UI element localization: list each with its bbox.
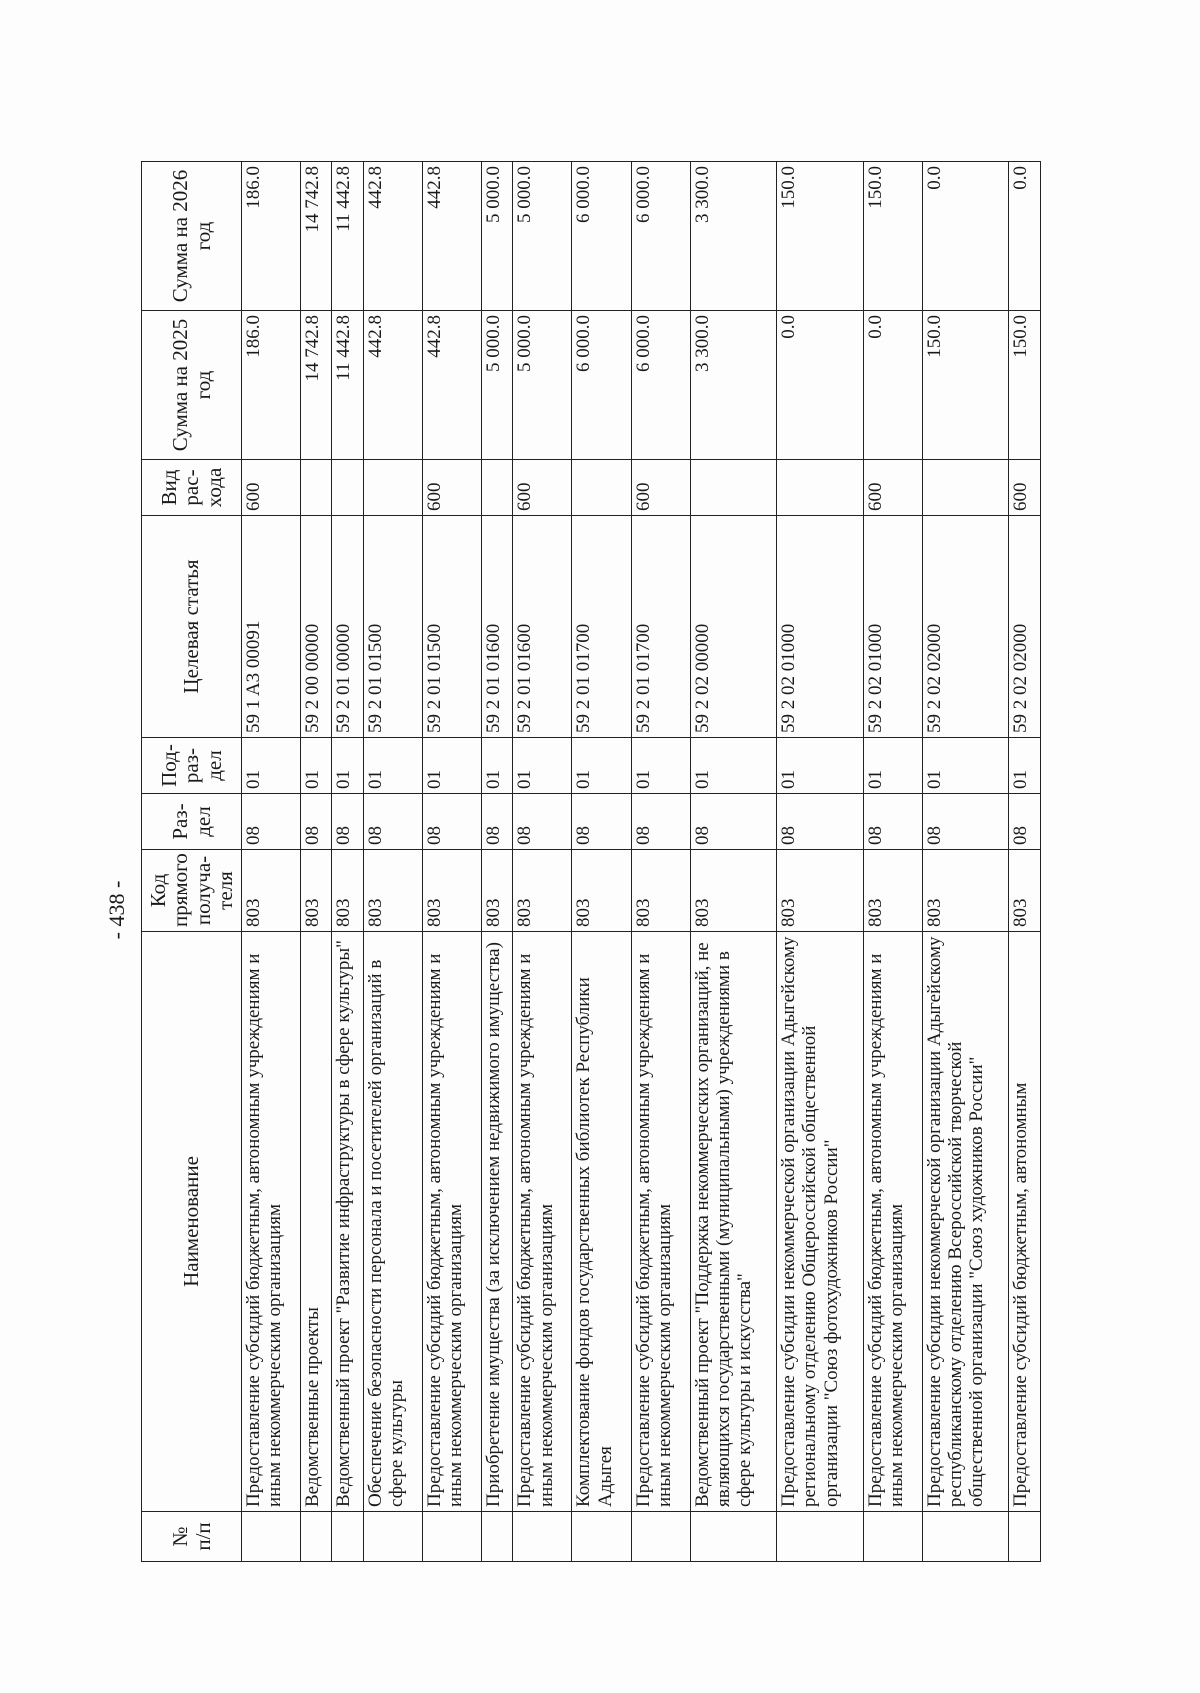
cell-name: Предоставление субсидии некоммерческой организации Адыгейскому региональному отделению Общероссийской общественной организации "Союз фотохудожников России"	[777, 932, 864, 1512]
cell-kod: 803	[332, 850, 363, 932]
cell-sum2026: 14 742.8	[301, 162, 332, 311]
cell-name: Ведомственный проект "Поддержка некоммерческих организаций, не являющихся государственными (муниципальными) учреждениями в сфере культуры и искусства"	[690, 932, 777, 1512]
cell-name: Предоставление субсидий бюджетным, автономным учреждениям и иным некоммерческим организациям	[863, 932, 922, 1512]
cell-sum2025: 442.8	[363, 311, 422, 460]
cell-celevaya: 59 2 02 01000	[863, 516, 922, 738]
cell-podrazdel: 01	[242, 738, 301, 794]
cell-podrazdel: 01	[1009, 738, 1041, 794]
cell-kod: 803	[777, 850, 864, 932]
cell-kod: 803	[1009, 850, 1041, 932]
cell-no	[863, 1512, 922, 1562]
cell-no	[631, 1512, 690, 1562]
cell-sum2025: 150.0	[922, 311, 1009, 460]
cell-razdel: 08	[572, 794, 631, 850]
cell-no	[690, 1512, 777, 1562]
cell-kod: 803	[301, 850, 332, 932]
header-celevaya: Целевая статья	[142, 516, 242, 738]
table-row	[363, 162, 422, 1562]
cell-celevaya: 59 2 02 02000	[922, 516, 1009, 738]
cell-vid	[363, 460, 422, 516]
cell-kod: 803	[922, 850, 1009, 932]
cell-razdel: 08	[863, 794, 922, 850]
cell-kod: 803	[572, 850, 631, 932]
cell-vid	[690, 460, 777, 516]
cell-celevaya: 59 2 00 00000	[301, 516, 332, 738]
cell-razdel: 08	[301, 794, 332, 850]
cell-razdel: 08	[242, 794, 301, 850]
cell-razdel: 08	[777, 794, 864, 850]
cell-sum2025: 150.0	[1009, 311, 1041, 460]
cell-razdel: 08	[1009, 794, 1041, 850]
cell-razdel: 08	[690, 794, 777, 850]
cell-podrazdel: 01	[572, 738, 631, 794]
cell-razdel: 08	[482, 794, 513, 850]
cell-no	[777, 1512, 864, 1562]
cell-vid	[332, 460, 363, 516]
cell-no	[513, 1512, 572, 1562]
cell-name: Предоставление субсидий бюджетным, автономным учреждениям и иным некоммерческим организациям	[242, 932, 301, 1512]
cell-name: Предоставление субсидий бюджетным, автономным	[1009, 932, 1041, 1512]
cell-no	[922, 1512, 1009, 1562]
cell-name: Комплектование фондов государственных библиотек Республики Адыгея	[572, 932, 631, 1512]
header-podrazdel: Под-раз-дел	[142, 738, 242, 794]
cell-sum2026: 6 000.0	[572, 162, 631, 311]
cell-vid	[777, 460, 864, 516]
cell-podrazdel: 01	[482, 738, 513, 794]
cell-podrazdel: 01	[863, 738, 922, 794]
cell-sum2025: 14 742.8	[301, 311, 332, 460]
cell-vid	[301, 460, 332, 516]
cell-vid: 600	[513, 460, 572, 516]
cell-kod: 803	[482, 850, 513, 932]
cell-no	[422, 1512, 481, 1562]
table-row	[332, 162, 363, 1562]
cell-kod: 803	[631, 850, 690, 932]
cell-celevaya: 59 2 02 02000	[1009, 516, 1041, 738]
cell-kod: 803	[513, 850, 572, 932]
cell-vid: 600	[631, 460, 690, 516]
cell-sum2026: 11 442.8	[332, 162, 363, 311]
cell-sum2026: 150.0	[777, 162, 864, 311]
cell-sum2026: 0.0	[1009, 162, 1041, 311]
table-row	[777, 162, 864, 1562]
header-name: Наименование	[142, 932, 242, 1512]
cell-razdel: 08	[363, 794, 422, 850]
budget-table	[141, 161, 1041, 1562]
cell-sum2025: 3 300.0	[690, 311, 777, 460]
cell-no	[482, 1512, 513, 1562]
cell-razdel: 08	[422, 794, 481, 850]
cell-sum2025: 186.0	[242, 311, 301, 460]
cell-sum2025: 0.0	[777, 311, 864, 460]
cell-name: Предоставление субсидий бюджетным, автономным учреждениям и иным некоммерческим организациям	[513, 932, 572, 1512]
cell-no	[572, 1512, 631, 1562]
cell-no	[1009, 1512, 1041, 1562]
cell-sum2026: 5 000.0	[482, 162, 513, 311]
cell-sum2025: 6 000.0	[572, 311, 631, 460]
header-no: № п/п	[142, 1512, 242, 1562]
header-razdel: Раз-дел	[142, 794, 242, 850]
table-row	[690, 162, 777, 1562]
header-sum2025: Сумма на 2025 год	[142, 311, 242, 460]
cell-kod: 803	[690, 850, 777, 932]
cell-vid: 600	[242, 460, 301, 516]
cell-sum2026: 186.0	[242, 162, 301, 311]
page-number: - 438 -	[104, 880, 129, 940]
cell-podrazdel: 01	[301, 738, 332, 794]
cell-no	[242, 1512, 301, 1562]
cell-vid	[922, 460, 1009, 516]
cell-celevaya: 59 2 01 01600	[513, 516, 572, 738]
cell-no	[363, 1512, 422, 1562]
cell-podrazdel: 01	[690, 738, 777, 794]
cell-podrazdel: 01	[922, 738, 1009, 794]
cell-kod: 803	[242, 850, 301, 932]
cell-sum2025: 442.8	[422, 311, 481, 460]
header-kod: Код прямого получа-теля	[142, 850, 242, 932]
cell-name: Обеспечение безопасности персонала и посетителей организаций в сфере культуры	[363, 932, 422, 1512]
cell-sum2025: 6 000.0	[631, 311, 690, 460]
cell-sum2026: 3 300.0	[690, 162, 777, 311]
cell-sum2026: 6 000.0	[631, 162, 690, 311]
header-vid: Вид рас-хода	[142, 460, 242, 516]
cell-celevaya: 59 2 02 00000	[690, 516, 777, 738]
table-row	[863, 162, 922, 1562]
cell-razdel: 08	[332, 794, 363, 850]
cell-celevaya: 59 2 01 01700	[631, 516, 690, 738]
cell-kod: 803	[363, 850, 422, 932]
cell-name: Предоставление субсидий бюджетным, автономным учреждениям и иным некоммерческим организациям	[631, 932, 690, 1512]
cell-sum2025: 0.0	[863, 311, 922, 460]
budget-table-rotated	[141, 162, 1041, 1562]
cell-podrazdel: 01	[777, 738, 864, 794]
table-row	[922, 162, 1009, 1562]
cell-podrazdel: 01	[631, 738, 690, 794]
cell-celevaya: 59 2 01 01600	[482, 516, 513, 738]
cell-vid	[482, 460, 513, 516]
cell-vid: 600	[863, 460, 922, 516]
cell-name: Предоставление субсидии некоммерческой организации Адыгейскому республиканскому отделению Всероссийской творческой общественной организации "Союз художников России"	[922, 932, 1009, 1512]
cell-razdel: 08	[922, 794, 1009, 850]
table-row	[242, 162, 301, 1562]
cell-razdel: 08	[513, 794, 572, 850]
table-row	[631, 162, 690, 1562]
cell-celevaya: 59 2 02 01000	[777, 516, 864, 738]
header-sum2026: Сумма на 2026 год	[142, 162, 242, 311]
cell-celevaya: 59 2 01 01500	[363, 516, 422, 738]
cell-vid: 600	[1009, 460, 1041, 516]
cell-celevaya: 59 2 01 01700	[572, 516, 631, 738]
cell-sum2025: 5 000.0	[482, 311, 513, 460]
cell-razdel: 08	[631, 794, 690, 850]
cell-sum2026: 0.0	[922, 162, 1009, 311]
cell-no	[301, 1512, 332, 1562]
cell-celevaya: 59 1 A3 00091	[242, 516, 301, 738]
cell-no	[332, 1512, 363, 1562]
table-row	[482, 162, 513, 1562]
cell-celevaya: 59 2 01 00000	[332, 516, 363, 738]
cell-sum2025: 5 000.0	[513, 311, 572, 460]
table-row	[422, 162, 481, 1562]
cell-sum2025: 11 442.8	[332, 311, 363, 460]
table-row	[572, 162, 631, 1562]
cell-sum2026: 5 000.0	[513, 162, 572, 311]
cell-sum2026: 442.8	[363, 162, 422, 311]
cell-kod: 803	[422, 850, 481, 932]
cell-sum2026: 442.8	[422, 162, 481, 311]
cell-kod: 803	[863, 850, 922, 932]
cell-podrazdel: 01	[422, 738, 481, 794]
cell-podrazdel: 01	[513, 738, 572, 794]
table-header-row	[142, 162, 242, 1562]
cell-podrazdel: 01	[363, 738, 422, 794]
cell-vid	[572, 460, 631, 516]
cell-celevaya: 59 2 01 01500	[422, 516, 481, 738]
cell-podrazdel: 01	[332, 738, 363, 794]
table-row	[513, 162, 572, 1562]
table-row	[301, 162, 332, 1562]
cell-name: Ведомственный проект "Развитие инфраструктуры в сфере культуры"	[332, 932, 363, 1512]
cell-name: Предоставление субсидий бюджетным, автономным учреждениям и иным некоммерческим организациям	[422, 932, 481, 1512]
cell-name: Ведомственные проекты	[301, 932, 332, 1512]
cell-vid: 600	[422, 460, 481, 516]
cell-name: Приобретение имущества (за исключением недвижимого имущества)	[482, 932, 513, 1512]
table-row	[1009, 162, 1041, 1562]
cell-sum2026: 150.0	[863, 162, 922, 311]
